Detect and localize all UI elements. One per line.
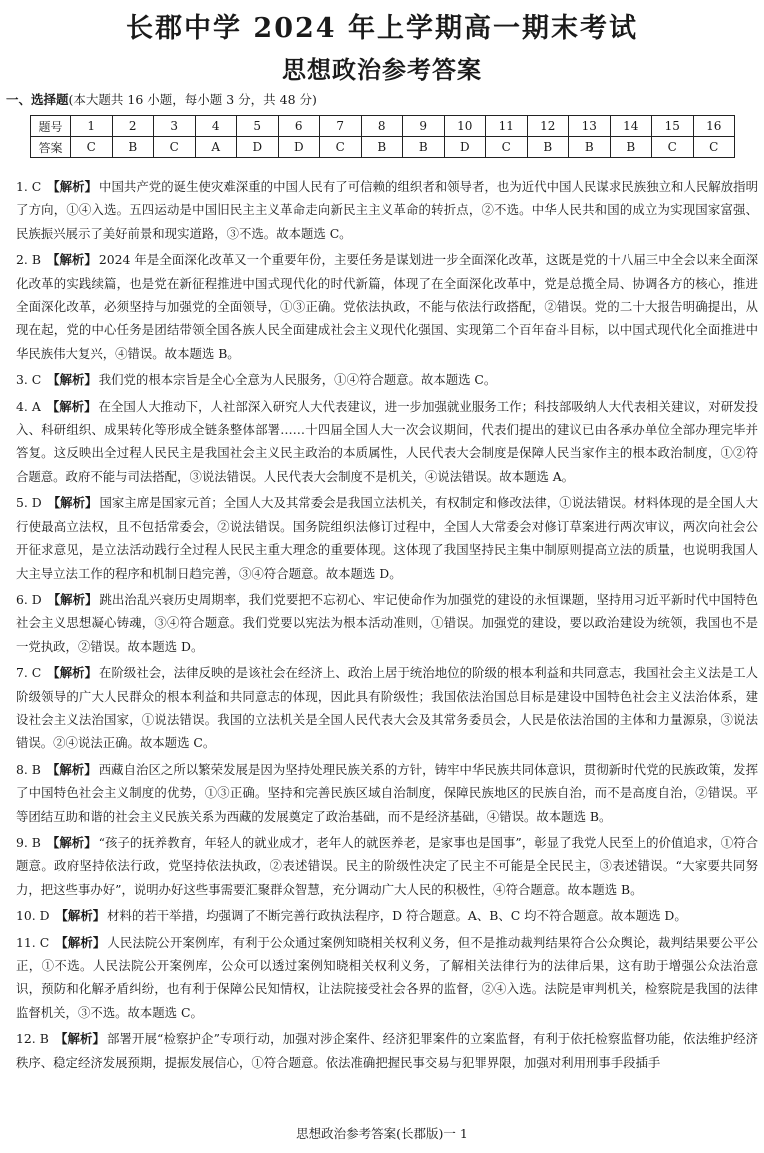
answer-row (31, 137, 735, 158)
explanation-item (16, 904, 758, 927)
q-number: 5 (237, 116, 279, 137)
item-number: 7. C (16, 665, 42, 681)
row-header-number: 题号 (31, 116, 71, 137)
item-text: “孩子的抚养教育，年轻人的就业成才，老年人的就医养老，是家事也是国事”，彰显了我党人民至上的价值追求，①符合题意。政府坚持依法行政，党坚持依法执政，②表述错误。民主的阶级性决定了民主不可能是全民民主，③表述错误。“大家要共同努力，把这些事办好”，说明办好这些事需要汇聚群众智慧，充分调动广大人民的积极性，④符合题意。故本题选 B。 (16, 834, 758, 897)
exam-title: 长郡中学 2024 年上学期高一期末考试 (126, 13, 638, 44)
explanation-item (16, 1027, 758, 1074)
answer-cell: B (610, 137, 652, 158)
answer-cell: B (527, 137, 569, 158)
q-number: 7 (320, 116, 362, 137)
explanation-item (16, 931, 758, 1025)
answer-cell: B (403, 137, 445, 158)
item-text: 在阶级社会，法律反映的是该社会在经济上、政治上居于统治地位的阶级的根本利益和共同意志，我国社会主义法是工人阶级领导的广大人民群众的根本利益和共同意志的体现，因此具有阶级性；我国依法治国总目标是建设中国特色社会主义法治体系，建设社会主义法治国家，①说法错误。我国的立法机关是全国人民代表大会及其常务委员会，人民是依法治国的主体和力量源泉，③说法错误。②④说法正确。故本题选 C。 (16, 665, 759, 751)
row-header-answer: 答案 (31, 137, 71, 158)
explanation-item (16, 248, 758, 365)
section-note: (本大题共 16 小题，每小题 3 分，共 48 分) (68, 92, 317, 107)
q-number: 16 (693, 116, 735, 137)
answer-cell: C (154, 137, 196, 158)
item-text: 西藏自治区之所以繁荣发展是因为坚持处理民族关系的方针，铸牢中华民族共同体意识，贯彻新时代党的民族政策，发挥了中国特色社会主义制度的优势，①③正确。坚持和完善民族区域自治制度，保障民族地区的民族自治，而不是高度自治，②错误。平等团结互助和谐的社会主义民族关系为西藏的发展奠定了政治基础，而不是经济基础，④错误。故本题选 B。 (16, 761, 758, 824)
q-number: 2 (112, 116, 154, 137)
item-number: 10. D (16, 908, 50, 924)
explanation-item (16, 395, 758, 489)
item-text: 2024 年是全面深化改革又一个重要年份，主要任务是谋划进一步全面深化改革，这既是党的十八届三中全会以来全面深化改革的实践续篇，也是党在新征程推进中国式现代化的时代新篇，体现了在全面深化改革中，党是总揽全局、协调各方的核心，推进全面深化改革，必须坚持与加强党的全面领导，①③正确。党依法执政，不能与依法行政搭配，②错误。党的二十大报告明确提出，从现在起，党的中心任务是团结带领全国各族人民全面建成社会主义现代化强国、实现第二个百年奋斗目标，以中国式现代化全面推进中华民族伟大复兴，④错误。故本题选 B。 (16, 252, 758, 361)
q-number: 8 (361, 116, 403, 137)
answer-cell: B (361, 137, 403, 158)
page-footer: 思想政治参考答案(长郡版)一 1 (296, 1126, 468, 1141)
answer-cell: D (237, 137, 279, 158)
answer-table (30, 115, 735, 158)
q-number: 14 (610, 116, 652, 137)
answer-cell: C (693, 137, 735, 158)
item-number: 5. D (16, 495, 42, 511)
q-number: 3 (154, 116, 196, 137)
q-number: 12 (527, 116, 569, 137)
item-number: 3. C (16, 372, 42, 388)
analysis-tag: 【解析】 (47, 665, 98, 681)
analysis-tag: 【解析】 (54, 1031, 105, 1047)
item-number: 4. A (16, 398, 41, 414)
answer-cell: C (486, 137, 528, 158)
q-number: 11 (486, 116, 528, 137)
item-text: 国家主席是国家元首；全国人大及其常委会是我国立法机关，有权制定和修改法律，①说法错误。材料体现的是全国人大行使最高立法权，且不包括常委会，②说法错误。国务院组织法修订过程中，全国人大常委会对修订草案进行两次审议，两次向社会公开征求意见，是立法活动践行全过程人民民主重大理念的重要体现。这体现了我国坚持民主集中制原则提高立法的质量，也说明我国人大主导立法工作的程序和机制日趋完善，③④符合题意。故本题选 D。 (16, 495, 759, 581)
item-text: 部署开展“检察护企”专项行动，加强对涉企案件、经济犯罪案件的立案监督，有利于依托检察监督功能，依法维护经济秩序、稳定经济发展预期，提振发展信心，①符合题意。依法准确把握民事交易与犯罪界限，加强对利用刑事手段插手 (16, 1031, 758, 1070)
analysis-tag: 【解析】 (46, 761, 97, 777)
q-number: 9 (403, 116, 445, 137)
explanations-list (16, 175, 758, 1077)
item-text: 我们党的根本宗旨是全心全意为人民服务，①④符合题意。故本题选 C。 (98, 372, 497, 388)
section-heading (6, 90, 317, 108)
analysis-tag: 【解析】 (46, 398, 97, 414)
item-text: 材料的若干举措，均强调了不断完善行政执法程序，D 符合题意。A、B、C 均不符合题意。故本题选 D。 (107, 908, 687, 924)
explanation-item (16, 368, 758, 391)
q-number: 1 (71, 116, 113, 137)
analysis-tag: 【解析】 (46, 252, 97, 268)
explanation-item (16, 588, 758, 658)
item-text: 人民法院公开案例库，有利于公众通过案例知晓相关权利义务，但不是推动裁判结果符合公众舆论，裁判结果要公平公正，①不选。人民法院公开案例库，公众可以透过案例知晓相关权利义务，了解相关法律行为的法律后果，这有助于增强公众法治意识，预防和化解矛盾纠纷，也有利于保障公民知情权，让法院接受社会各界的监督，②④入选。法院是审判机关，检察院是我国的法律监督机关，③不选。故本题选 C。 (16, 934, 758, 1020)
item-text: 中国共产党的诞生使灾难深重的中国人民有了可信赖的组织者和领导者，也为近代中国人民谋求民族独立和人民解放指明了方向，①④入选。五四运动是中国旧民主主义革命走向新民主主义革命的转折点，②不选。中华人民共和国的成立为实现国家富强、民族振兴展示了美好前景和现实道路，③不选。故本题选 C。 (16, 179, 759, 241)
item-number: 9. B (16, 834, 41, 850)
answer-cell: C (71, 137, 113, 158)
item-number: 12. B (16, 1031, 49, 1047)
q-number: 6 (278, 116, 320, 137)
answer-key-subtitle: 思想政治参考答案 (282, 55, 482, 84)
q-number: 15 (652, 116, 694, 137)
answer-cell: C (652, 137, 694, 158)
q-number: 13 (569, 116, 611, 137)
answer-cell: D (444, 137, 486, 158)
item-number: 6. D (16, 591, 42, 607)
item-number: 11. C (16, 934, 50, 950)
item-text: 在全国人大推动下，人社部深入研究人大代表建议，进一步加强就业服务工作；科技部吸纳人大代表相关建议，对研发投入、科研组织、成果转化等形成全链条整体部署……十四届全国人大一次会议期间，代表们提出的建议已由各承办单位全部办理完毕并答复。这反映出全过程人民民主是我国社会主义民主政治的本质属性，人民代表大会制度是保障人民当家作主的根本政治制度，①②符合题意。政府不能与司法搭配，③说法错误。人民代表大会制度不是机关，④说法错误。故本题选 A。 (16, 398, 758, 484)
explanation-item (16, 758, 758, 828)
item-text: 跳出治乱兴衰历史周期率，我们党要把不忘初心、牢记使命作为加强党的建设的永恒课题，坚持用习近平新时代中国特色社会主义思想凝心铸魂，③④符合题意。我们党要以宪法为根本活动准则，①错误。加强党的建设，要以政治建设为统领，我国也不是一党执政，②错误。故本题选 D。 (16, 591, 759, 654)
question-number-row (31, 116, 735, 137)
answer-cell: B (569, 137, 611, 158)
explanation-item (16, 661, 758, 755)
section-label: 一、选择题 (6, 92, 69, 107)
answer-cell: D (278, 137, 320, 158)
analysis-tag: 【解析】 (47, 372, 97, 388)
q-number: 10 (444, 116, 486, 137)
analysis-tag: 【解析】 (47, 179, 98, 194)
analysis-tag: 【解析】 (47, 591, 98, 607)
answer-cell: B (112, 137, 154, 158)
analysis-tag: 【解析】 (55, 908, 106, 924)
item-number: 1. C (16, 179, 42, 194)
item-number: 8. B (16, 761, 41, 777)
analysis-tag: 【解析】 (47, 495, 98, 511)
explanation-item (16, 491, 758, 585)
explanation-item (16, 831, 758, 901)
answer-cell: A (195, 137, 237, 158)
item-number: 2. B (16, 252, 41, 268)
answer-cell: C (320, 137, 362, 158)
explanation-item (16, 175, 758, 245)
analysis-tag: 【解析】 (55, 934, 106, 950)
analysis-tag: 【解析】 (46, 834, 97, 850)
q-number: 4 (195, 116, 237, 137)
